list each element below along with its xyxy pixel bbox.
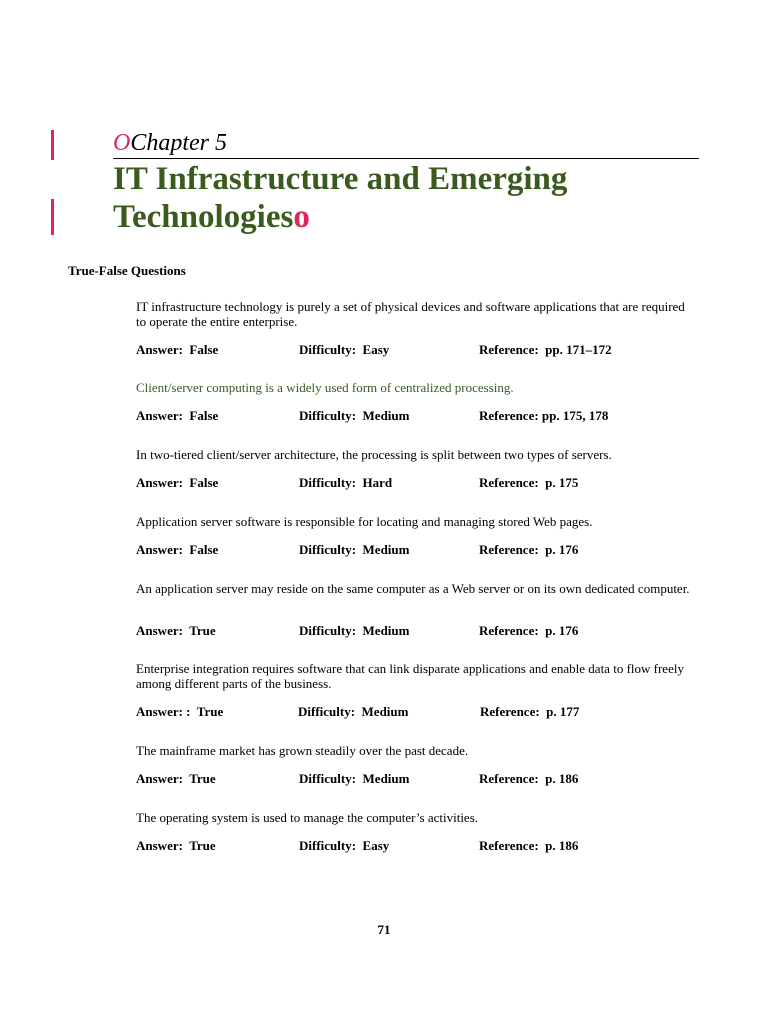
difficulty-value: Difficulty: Hard	[299, 475, 393, 490]
question-text: Client/server computing is a widely used form of centralized processing.	[136, 380, 514, 395]
reference-value: Reference: p. 176	[479, 542, 579, 557]
answer-value: Answer: : True	[136, 704, 224, 719]
title-mark: o	[293, 199, 310, 235]
title-line-2	[113, 198, 713, 236]
change-bar-1	[51, 130, 54, 160]
reference-value: Reference: p. 186	[479, 838, 579, 853]
change-bar-2	[51, 199, 54, 235]
answer-value: Answer: True	[136, 771, 216, 786]
answer-row	[136, 771, 696, 787]
answer-value: Answer: True	[136, 838, 216, 853]
answer-value: Answer: False	[136, 342, 219, 357]
answer-value: Answer: True	[136, 623, 216, 638]
question-text: IT infrastructure technology is purely a set of physical devices and software applications that are required to operate the entire enterprise.	[136, 299, 685, 329]
answer-value: Answer: False	[136, 408, 219, 423]
answer-value: Answer: False	[136, 542, 219, 557]
reference-value: Reference: p. 175	[479, 475, 579, 490]
difficulty-value: Difficulty: Medium	[298, 704, 409, 719]
answer-value: Answer: False	[136, 475, 219, 490]
answer-row	[136, 342, 696, 358]
reference-value: Reference: pp. 171–172	[479, 342, 612, 357]
section-title: True-False Questions	[68, 263, 186, 278]
difficulty-value: Difficulty: Medium	[299, 623, 410, 638]
difficulty-value: Difficulty: Medium	[299, 408, 410, 423]
title-line-1: IT Infrastructure and Emerging	[113, 161, 568, 197]
question-text: Enterprise integration requires software that can link disparate applications and enable data to flow freely among different parts of the business.	[136, 661, 684, 691]
answer-row	[136, 542, 696, 558]
difficulty-value: Difficulty: Medium	[299, 542, 410, 557]
answer-row	[136, 623, 696, 639]
answer-row	[136, 838, 696, 854]
title-line-2-text: Technologies	[113, 199, 294, 235]
reference-value: Reference: p. 186	[479, 771, 579, 786]
question-text: The operating system is used to manage the computer’s activities.	[136, 810, 479, 825]
difficulty-value: Difficulty: Easy	[299, 342, 390, 357]
reference-value: Reference: p. 177	[480, 704, 580, 719]
answer-row	[136, 408, 696, 424]
difficulty-value: Difficulty: Medium	[299, 771, 410, 786]
question-text: The mainframe market has grown steadily over the past decade.	[136, 743, 469, 758]
question-text: An application server may reside on the same computer as a Web server or on its own dedicated computer.	[136, 581, 690, 596]
page-title	[113, 160, 713, 236]
question-text: Application server software is responsible for locating and managing stored Web pages.	[136, 514, 593, 529]
answer-row	[136, 704, 696, 720]
answer-row	[136, 475, 696, 491]
reference-value: Reference: pp. 175, 178	[479, 408, 609, 423]
chapter-mark: O	[113, 130, 131, 156]
difficulty-value: Difficulty: Easy	[299, 838, 390, 853]
reference-value: Reference: p. 176	[479, 623, 579, 638]
question-text: In two-tiered client/server architecture, the processing is split between two types of servers.	[136, 447, 612, 462]
chapter-heading	[113, 128, 699, 159]
chapter-label: Chapter 5	[130, 130, 228, 156]
page-number: 71	[377, 922, 391, 937]
